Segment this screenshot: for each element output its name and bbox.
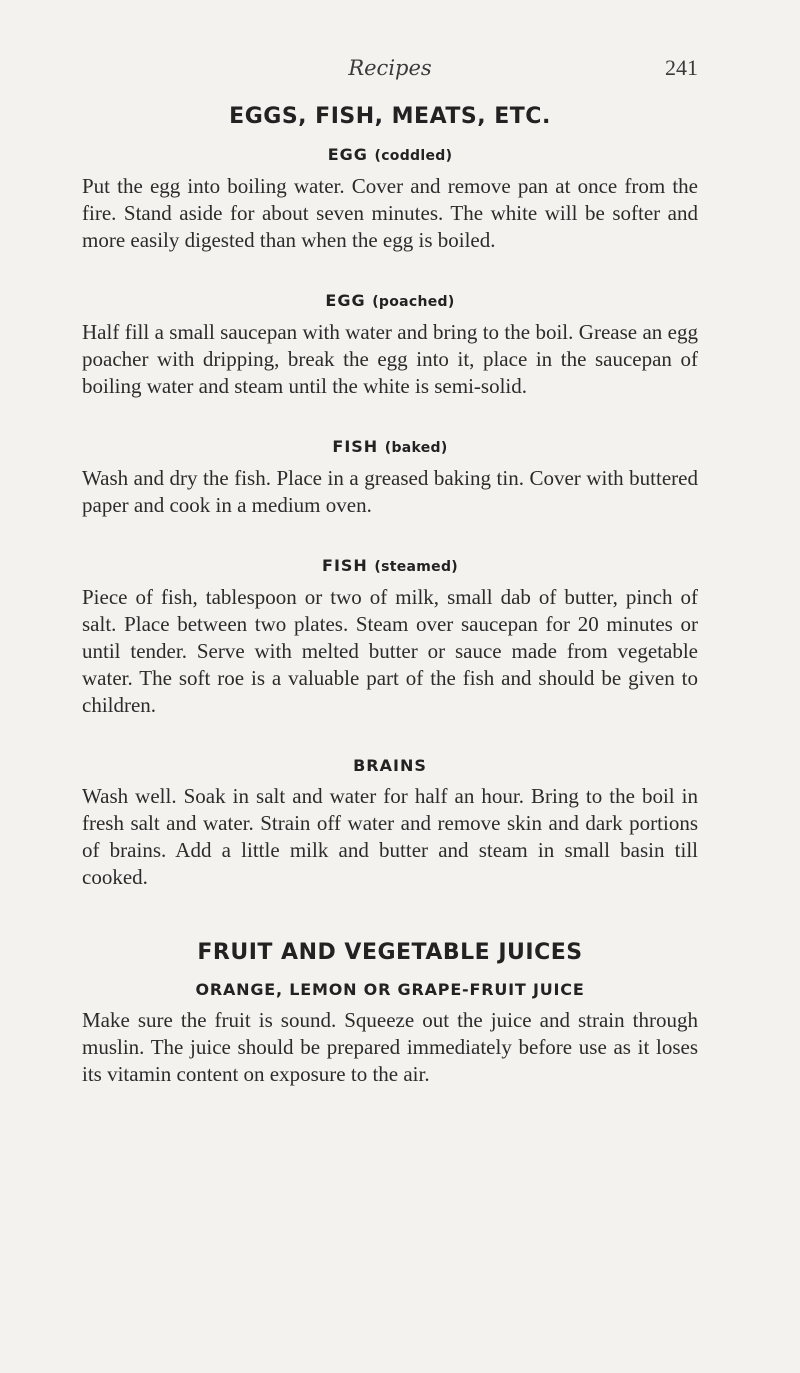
running-head <box>82 52 698 84</box>
recipe-name: ORANGE, LEMON OR GRAPE-FRUIT JUICE <box>195 980 585 999</box>
recipe-note: (poached) <box>372 294 455 310</box>
page-number: 241 <box>665 55 698 80</box>
recipe-title-egg-poached <box>82 286 698 317</box>
recipe-name: FISH <box>332 437 379 456</box>
recipe-name: EGG <box>327 145 368 164</box>
recipe-note: (coddled) <box>374 148 453 164</box>
recipe-text-brains: Wash well. Soak in salt and water for half an hour. Bring to the boil in fresh salt and water. Strain off water and remove skin and dark portions of brains. Add a little milk and butter and steam in small basin till cooked. <box>82 784 698 889</box>
section-title-eggs-fish-meats: EGGS, FISH, MEATS, ETC. <box>229 104 551 129</box>
recipe-note: (baked) <box>384 440 448 456</box>
section-title-fruit-vegetable-juices: FRUIT AND VEGETABLE JUICES <box>197 940 583 965</box>
recipe-note: (steamed) <box>374 559 458 575</box>
recipe-title-fish-baked <box>82 432 698 463</box>
recipe-title-brains <box>82 751 698 781</box>
recipe-text-egg-coddled: Put the egg into boiling water. Cover and remove pan at once from the fire. Stand aside for about seven minutes. The white will be softer and more easily digested than when the egg is boiled. <box>82 174 698 252</box>
recipe-title-fish-steamed <box>82 551 698 582</box>
recipe-title-egg-coddled <box>82 140 698 171</box>
recipe-text-egg-poached: Half fill a small saucepan with water and bring to the boil. Grease an egg poacher with dripping, break the egg into it, place in the saucepan of boiling water and steam until the white is semi-solid. <box>82 320 698 398</box>
recipe-name: EGG <box>325 291 366 310</box>
running-title: Recipes <box>348 56 432 80</box>
page-content <box>82 98 698 1088</box>
recipe-name: BRAINS <box>353 756 427 775</box>
recipe-text-citrus-juice: Make sure the fruit is sound. Squeeze out the juice and strain through muslin. The juice should be prepared immediately before use as it loses its vitamin content on exposure to the air. <box>82 1008 698 1086</box>
recipe-name: FISH <box>322 556 368 575</box>
recipe-text-fish-steamed: Piece of fish, tablespoon or two of milk, small dab of butter, pinch of salt. Place between two plates. Steam over saucepan for 20 minutes or until tender. Serve with melted butter or sauce made from vegetable water. The soft roe is a valuable part of the fish and should be given to children. <box>82 585 698 717</box>
recipe-title-citrus-juice <box>82 975 698 1005</box>
recipe-text-fish-baked: Wash and dry the fish. Place in a greased baking tin. Cover with buttered paper and cook in a medium oven. <box>82 466 698 517</box>
